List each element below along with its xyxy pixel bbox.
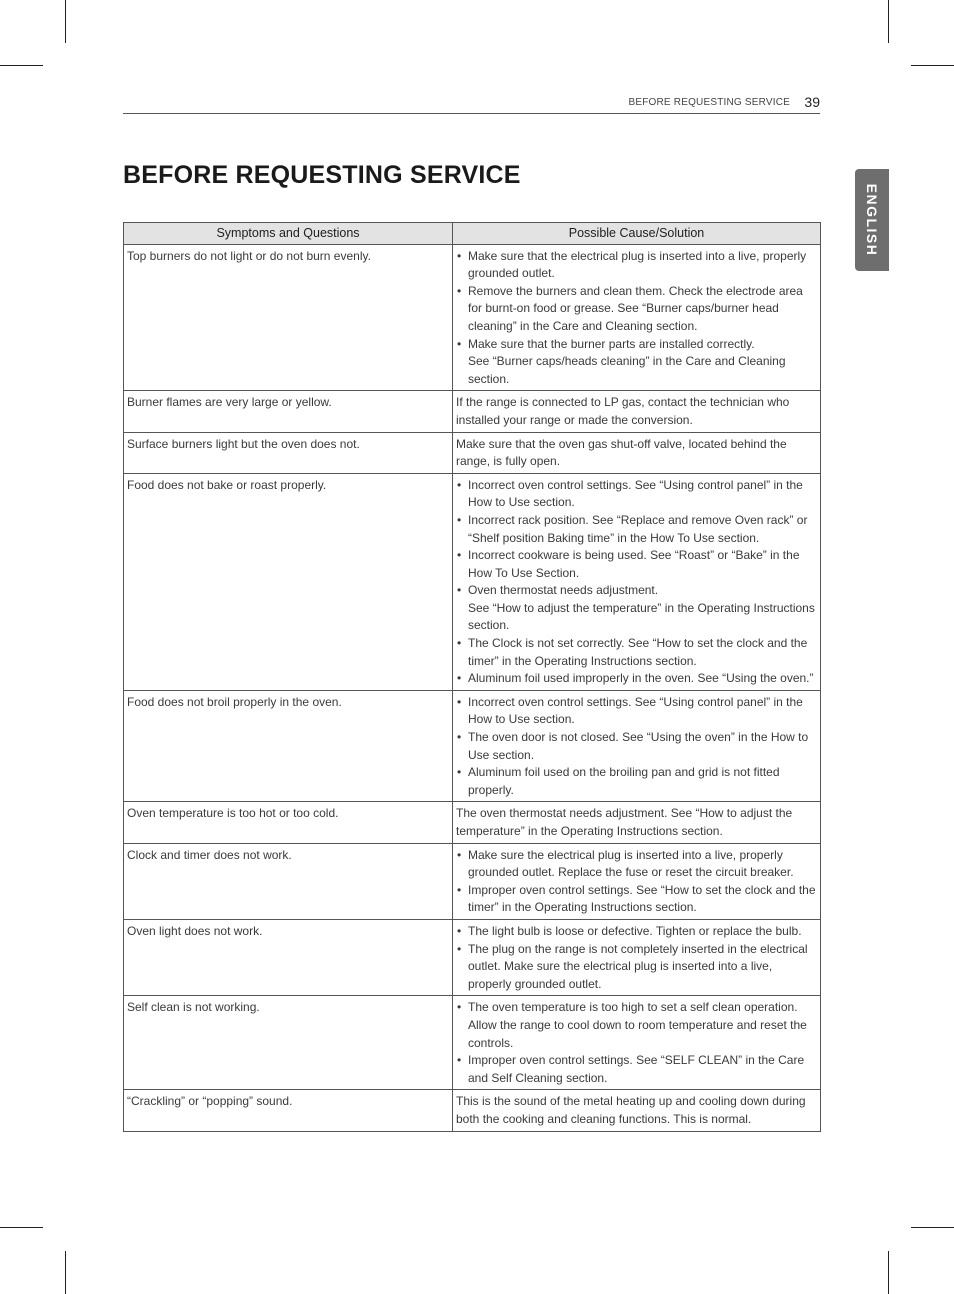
crop-mark [911,65,954,66]
running-header-section: BEFORE REQUESTING SERVICE [628,97,790,108]
column-header-symptoms: Symptoms and Questions [124,223,453,245]
solution-cell [453,473,821,690]
table-row [124,996,821,1090]
crop-mark [888,1251,889,1294]
solution-cell [453,996,821,1090]
solution-list [456,694,817,800]
bullet-icon: • [457,765,462,780]
bullet-icon: • [457,923,462,938]
bullet-icon: • [457,248,462,263]
list-item: • Improper oven control settings. See “SELF CLEAN” in the Care and Self Cleaning section. [457,1053,805,1085]
table-row [124,1090,821,1131]
language-tab [855,169,889,271]
list-item: • Incorrect oven control settings. See “Using control panel” in the How to Use section. [457,694,803,727]
page-title: BEFORE REQUESTING SERVICE [123,161,521,189]
list-item: • Make sure that the burner parts are installed correctly. See “Burner caps/heads cleaning” in the Care and Cleaning section. [457,336,786,386]
crop-mark [65,1251,66,1294]
bullet-icon: • [457,1053,462,1068]
list-item: • Improper oven control settings. See “How to set the clock and the timer” in the Operating Instructions section. [457,882,816,915]
symptom-cell: Self clean is not working. [124,996,453,1090]
solution-cell: Make sure that the oven gas shut-off valve, located behind the range, is fully open. [453,432,821,473]
list-item: • Make sure that the electrical plug is inserted into a live, properly grounded outlet. [457,248,807,281]
list-item: • The oven temperature is too high to set a self clean operation. Allow the range to cool down to room temperature and reset the controls. [457,1000,807,1050]
table-row [124,244,821,391]
solution-list [456,847,817,917]
symptom-cell: Surface burners light but the oven does not. [124,432,453,473]
troubleshooting-table [123,222,821,1132]
solution-cell: If the range is connected to LP gas, contact the technician who installed your range or made the conversion. [453,391,821,432]
list-item: • Aluminum foil used improperly in the oven. See “Using the oven.” [456,670,817,688]
bullet-icon: • [457,882,462,897]
bullet-icon: • [457,512,462,527]
solution-cell [453,690,821,802]
bullet-icon: • [457,636,462,651]
list-item: • Incorrect oven control settings. See “Using control panel” in the How to Use section. [457,477,803,510]
list-item: • The plug on the range is not completely inserted in the electrical outlet. Make sure the electrical plug is inserted into a live, properly grounded outlet. [457,941,808,991]
solution-cell: The oven thermostat needs adjustment. See “How to adjust the temperature” in the Operating Instructions section. [453,802,821,843]
bullet-icon: • [457,847,462,862]
table-row [124,473,821,690]
bullet-icon: • [457,1000,462,1015]
solution-list [456,999,817,1087]
list-item: • The Clock is not set correctly. See “How to set the clock and the timer” in the Operating Instructions section. [457,636,808,668]
crop-mark [0,65,43,66]
crop-mark [911,1227,954,1228]
crop-mark [0,1227,43,1228]
solution-cell [453,843,821,919]
table-row [124,802,821,843]
bullet-icon: • [457,941,462,956]
bullet-icon: • [457,694,462,709]
symptom-cell: Food does not bake or roast properly. [124,473,453,690]
bullet-icon: • [457,477,462,492]
table-row [124,391,821,432]
solution-cell [453,919,821,995]
bullet-icon: • [457,548,462,563]
list-item: • Incorrect rack position. See “Replace and remove Oven rack” or “Shelf position Baking time” in the How To Use section. [457,512,808,545]
list-item: • The oven door is not closed. See “Using the oven” in the How to Use section. [457,730,809,762]
table-row [124,432,821,473]
table-header-row [124,223,821,245]
crop-mark [65,0,66,43]
list-item: • Aluminum foil used on the broiling pan and grid is not fitted properly. [457,765,780,797]
crop-mark [888,0,889,43]
symptom-cell: Oven temperature is too hot or too cold. [124,802,453,843]
symptom-cell: “Crackling” or “popping” sound. [124,1090,453,1131]
symptom-cell: Oven light does not work. [124,919,453,995]
solution-cell [453,244,821,391]
list-item: • Remove the burners and clean them. Check the electrode area for burnt-on food or grease. See “Burner caps/burner head cleaning” in the Care and Cleaning section. [457,283,803,333]
list-item: • Make sure the electrical plug is inserted into a live, properly grounded outlet. Replace the fuse or reset the circuit breaker. [457,847,794,880]
list-item: • Incorrect cookware is being used. See “Roast” or “Bake” in the How To Use Section. [457,548,800,580]
solution-cell: This is the sound of the metal heating up and cooling down during both the cooking and cleaning functions. This is normal. [453,1090,821,1131]
table-row [124,690,821,802]
symptom-cell: Top burners do not light or do not burn evenly. [124,244,453,391]
bullet-icon: • [457,336,462,351]
column-header-solution: Possible Cause/Solution [453,223,821,245]
page-number: 39 [804,94,820,110]
solution-list [456,923,817,993]
list-item: • The light bulb is loose or defective. Tighten or replace the bulb. [456,923,817,941]
table-row [124,843,821,919]
bullet-icon: • [457,730,462,745]
solution-list [456,477,817,688]
bullet-icon: • [457,283,462,298]
symptom-cell: Food does not broil properly in the oven. [124,690,453,802]
symptom-cell: Burner flames are very large or yellow. [124,391,453,432]
bullet-icon: • [457,671,462,686]
language-tab-label: ENGLISH [864,183,880,257]
bullet-icon: • [457,583,462,598]
solution-list [456,248,817,389]
symptom-cell: Clock and timer does not work. [124,843,453,919]
table-row [124,919,821,995]
running-header [123,94,820,114]
list-item: • Oven thermostat needs adjustment. See “How to adjust the temperature” in the Operating Instructions section. [457,583,815,633]
